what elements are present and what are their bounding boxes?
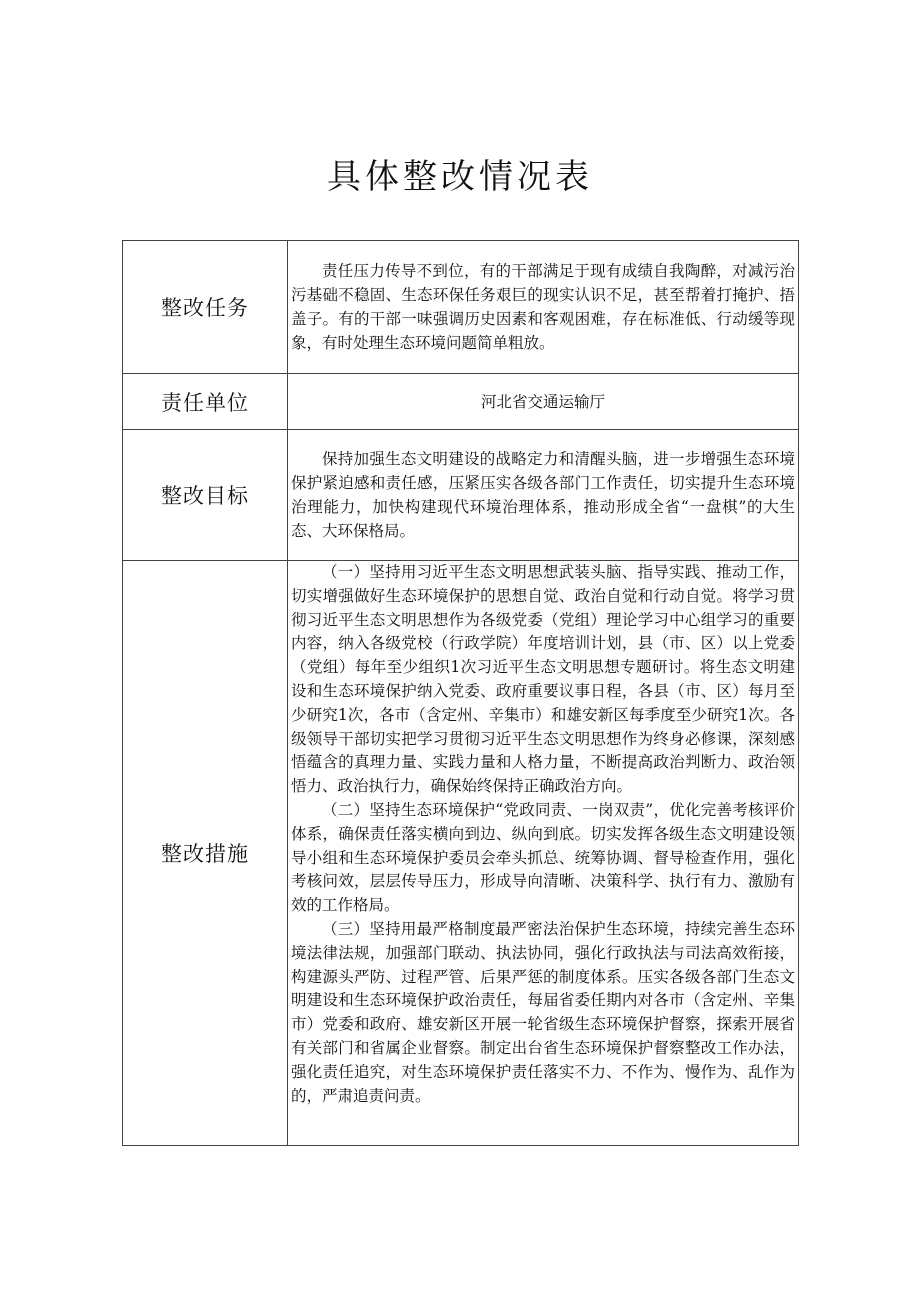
row-rectification-goal xyxy=(123,430,799,561)
label-responsible-unit: 责任单位 xyxy=(123,374,288,430)
measures-paragraph-2: （二）坚持生态环境保护“党政同责、一岗双责”，优化完善考核评价体系，确保责任落实横向到边、纵向到底。切实发挥各级生态文明建设领导小组和生态环境保护委员会牵头抓总、统筹协调、督导检查作用，强化考核问效，层层传导压力，形成导向清晰、决策科学、执行有力、激励有效的工作格局。 xyxy=(291,800,795,915)
cell-rectification-measures xyxy=(288,561,799,1146)
responsible-unit-text: 河北省交通运输厅 xyxy=(480,392,605,411)
cell-rectification-goal xyxy=(288,430,799,561)
cell-responsible-unit xyxy=(288,374,799,430)
measures-paragraph-3: （三）坚持用最严格制度最严密法治保护生态环境，持续完善生态环境法律法规，加强部门联动、执法协同，强化行政执法与司法高效衔接，构建源头严防、过程严管、后果严惩的制度体系。压实各级各部门生态文明建设和生态环境保护政治责任，每届省委任期内对各市（含定州、辛集市）党委和政府、雄安新区开展一轮省级生态环境保护督察，探索开展省有关部门和省属企业督察。制定出台省生态环境保护督察整改工作办法，强化责任追究，对生态环境保护责任落实不力、不作为、慢作为、乱作为的，严肃追责问责。 xyxy=(291,919,795,1105)
measures-paragraph-1: （一）坚持用习近平生态文明思想武装头脑、指导实践、推动工作，切实增强做好生态环境保护的思想自觉、政治自觉和行动自觉。将学习贯彻习近平生态文明思想作为各级党委（党组）理论学习中心组学习的重要内容，纳入各级党校（行政学院）年度培训计划，县（市、区）以上党委（党组）每年至少组织1次习近平生态文明思想专题研讨。将生态文明建设和生态环境保护纳入党委、政府重要议事日程，各县（市、区）每月至少研究1次，各市（含定州、辛集市）和雄安新区每季度至少研究1次。各级领导干部切实把学习贯彻习近平生态文明思想作为终身必修课，深刻感悟蕴含的真理力量、实践力量和人格力量，不断提高政治判断力、政治领悟力、政治执行力，确保始终保持正确政治方向。 xyxy=(291,563,795,796)
rectification-task-text: 责任压力传导不到位，有的干部满足于现有成绩自我陶醉，对减污治污基础不稳固、生态环保任务艰巨的现实认识不足，甚至帮着打掩护、捂盖子。有的干部一味强调历史因素和客观困难，存在标准低、行动缓等现象，有时处理生态环境问题简单粗放。 xyxy=(291,262,795,352)
rectification-table xyxy=(122,240,799,1146)
rectification-goal-text: 保持加强生态文明建设的战略定力和清醒头脑，进一步增强生态环境保护紧迫感和责任感，压紧压实各级各部门工作责任，切实提升生态环境治理能力，加快构建现代环境治理体系，推动形成全省“一盘棋”的大生态、大环保格局。 xyxy=(291,450,795,540)
row-rectification-measures xyxy=(123,561,799,1146)
row-responsible-unit xyxy=(123,374,799,430)
label-rectification-goal: 整改目标 xyxy=(123,430,288,561)
row-rectification-task xyxy=(123,241,799,374)
page-title: 具体整改情况表 xyxy=(327,157,593,197)
cell-rectification-task xyxy=(288,241,799,374)
label-rectification-task: 整改任务 xyxy=(123,241,288,374)
label-rectification-measures: 整改措施 xyxy=(123,561,288,1146)
